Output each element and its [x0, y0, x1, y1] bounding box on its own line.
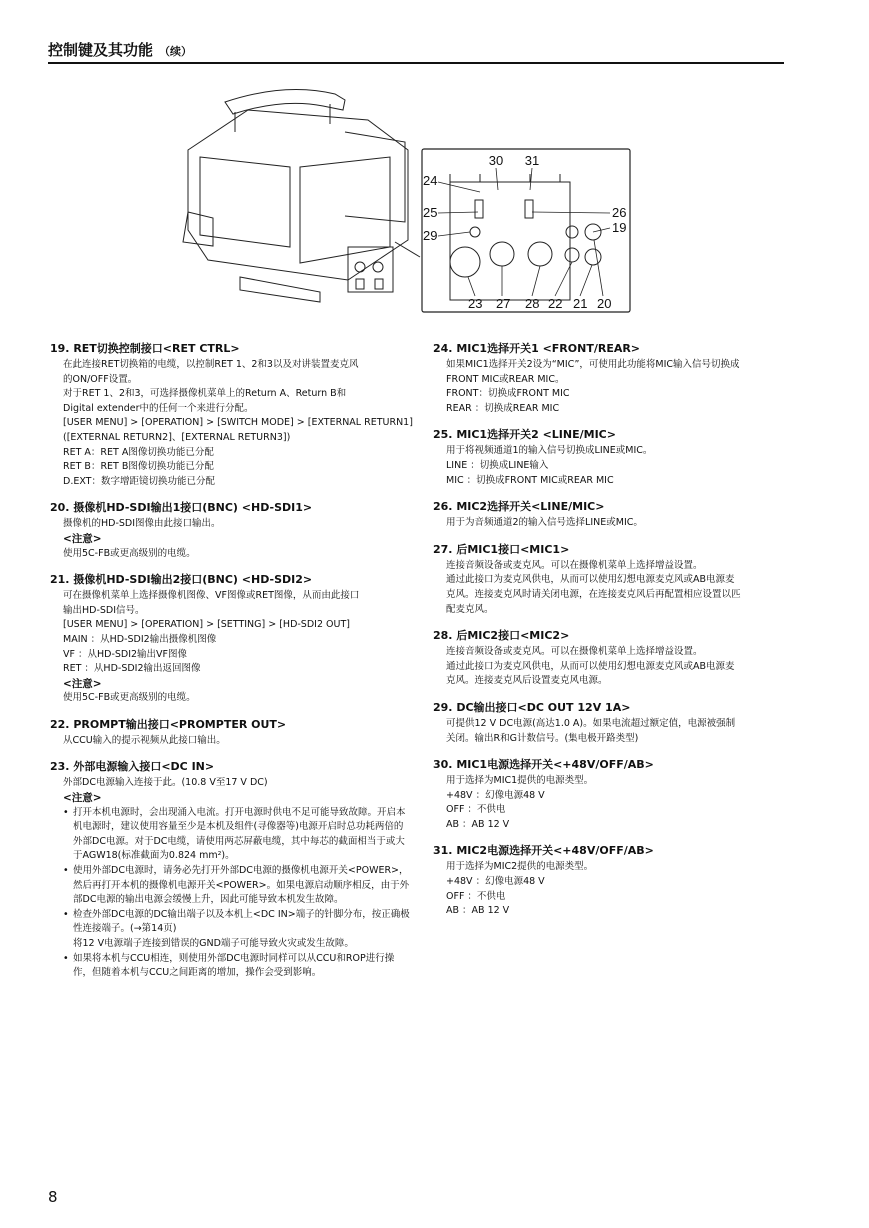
- item-heading: 20. 摄像机HD-SDI输出1接口(BNC) <HD-SDI1>: [50, 501, 313, 515]
- item-line: 如果MIC1选择开关2设为“MIC”，可使用此功能将MIC输入信号切换成: [446, 359, 740, 370]
- item-line: 可提供12 V DC电源(高达1.0 A)。如果电流超过额定值，电源被强制: [446, 717, 736, 729]
- item-line: 外部DC电源输入连接于此。(10.8 V至17 V DC): [63, 777, 268, 789]
- camera-illustration: [180, 72, 640, 320]
- item-heading: 31. MIC2电源选择开关<+48V/OFF/AB>: [433, 844, 654, 858]
- item-line: 用于将视频通道1的输入信号切换成LINE或MIC。: [446, 445, 653, 457]
- item-heading: 24. MIC1选择开关1 <FRONT/REAR>: [433, 342, 641, 355]
- item-line: 连接音频设备或麦克风。可以在摄像机菜单上选择增益设置。: [446, 559, 703, 571]
- item-line: AB ：AB 12 V: [446, 818, 510, 830]
- item-19: [50, 341, 413, 489]
- item-23: [50, 759, 410, 980]
- item-heading: 22. PROMPT输出接口<PROMPTER OUT>: [50, 717, 287, 731]
- item-30: [433, 757, 789, 832]
- item-line: OFF ：不供电: [446, 804, 506, 816]
- left-column: [50, 341, 413, 992]
- item-line: +48V ：幻像电源48 V: [446, 789, 545, 801]
- item-line: MAIN ：从HD-SDI2输出摄像机图像: [63, 633, 217, 645]
- item-line: 在此连接RET切换箱的电缆，以控制RET 1、2和3以及对讲装置麦克风: [63, 359, 359, 370]
- note-bullet: • 打开本机电源时，会出现涌入电流。打开电源时供电不足可能导致故障。开启本机电源时，建议使用容量至少是本机及组件(寻像器等)电源开启时总功耗两倍的外部DC电源。对于DC电缆，请使用两芯屏蔽电缆，其中每芯的截面相当于或大于AGW18(标准截面为0.824 mm²)。: [63, 806, 410, 864]
- note-heading: <注意>: [63, 532, 102, 545]
- callout-28: 28: [525, 296, 540, 311]
- item-line: 克风。连接麦克风时请关闭电源，在连接麦克风后再配置相应设置以匹: [446, 588, 741, 600]
- item-line: [USER MENU] > [OPERATION] > [SETTING] > [HD-SDI2 OUT]: [63, 619, 350, 631]
- item-line: OFF ：不供电: [446, 890, 506, 902]
- item-line: AB ：AB 12 V: [446, 905, 510, 917]
- item-heading: 19. RET切换控制接口<RET CTRL>: [50, 342, 240, 355]
- item-line: FRONT：切换成FRONT MIC: [446, 388, 570, 400]
- item-26: [433, 499, 789, 531]
- item-27: [433, 542, 789, 617]
- page-title: [48, 39, 192, 60]
- item-heading: 27. 后MIC1接口<MIC1>: [433, 542, 570, 556]
- item-line: 用于选择为MIC1提供的电源类型。: [446, 775, 594, 787]
- item-line: 连接音频设备或麦克风。可以在摄像机菜单上选择增益设置。: [446, 646, 703, 658]
- item-heading: 25. MIC1选择开关2 <LINE/MIC>: [433, 428, 616, 442]
- item-line: 可在摄像机菜单上选择摄像机图像、VF图像或RET图像，从而由此接口: [63, 590, 360, 602]
- page-title-subtitle: （续）: [159, 45, 193, 58]
- note-bullet: • 如果将本机与CCU相连，则使用外部DC电源时同样可以从CCU和ROP进行操作，但随着本机与CCU之间距离的增加，操作会受到影响。: [63, 952, 410, 981]
- item-line: 通过此接口为麦克风供电，从而可以使用幻想电源麦克风或AB电源麦: [446, 574, 735, 586]
- callout-20: 20: [597, 296, 612, 311]
- item-line: VF ：从HD-SDI2输出VF图像: [63, 648, 188, 660]
- item-heading: 28. 后MIC2接口<MIC2>: [433, 629, 570, 643]
- item-heading: 26. MIC2选择开关<LINE/MIC>: [433, 500, 605, 514]
- item-line: RET B：RET B图像切换功能已分配: [63, 461, 214, 473]
- callout-30: 30: [488, 153, 504, 168]
- item-line: Digital extender中的任何一个来进行分配。: [63, 402, 254, 414]
- item-heading: 23. 外部电源输入接口<DC IN>: [50, 760, 215, 774]
- callout-21: 21: [573, 296, 588, 311]
- item-line: MIC ：切换成FRONT MIC或REAR MIC: [446, 474, 614, 486]
- item-28: [433, 628, 789, 689]
- item-line: 配麦克风。: [446, 603, 494, 615]
- page-header: [48, 36, 784, 64]
- note-heading: <注意>: [63, 677, 102, 690]
- note-line: 使用5C-FB或更高级别的电缆。: [63, 547, 196, 559]
- item-line: 用于选择为MIC2提供的电源类型。: [446, 861, 594, 873]
- item-line: [USER MENU] > [OPERATION] > [SWITCH MODE] > [EXTERNAL RETURN1]: [63, 417, 413, 429]
- callout-27: 27: [496, 296, 511, 311]
- callout-31: 31: [524, 153, 540, 168]
- callout-23: 23: [468, 296, 483, 311]
- callout-29: 29: [423, 228, 438, 243]
- item-31: [433, 843, 789, 918]
- item-line: 输出HD-SDI信号。: [63, 604, 145, 616]
- item-line: 通过此接口为麦克风供电，从而可以使用幻想电源麦克风或AB电源麦: [446, 660, 735, 672]
- item-line: RET A：RET A图像切换功能已分配: [63, 446, 214, 458]
- callout-19: 19: [612, 220, 627, 235]
- item-20: [50, 500, 410, 561]
- item-22: [50, 717, 410, 749]
- item-line: +48V ：幻像电源48 V: [446, 876, 545, 888]
- item-line: D.EXT：数字增距镜切换功能已分配: [63, 475, 215, 487]
- note-bullet: • 检查外部DC电源的DC输出端子以及本机上<DC IN>端子的针脚分布，按正确极性连接端子。(→第14页) 将12 V电源端子连接到错误的GND端子可能导致火灾或发生故障。: [63, 908, 410, 952]
- callout-22: 22: [548, 296, 563, 311]
- item-line: 的ON/OFF设置。: [63, 373, 138, 385]
- item-line: 从CCU输入的提示视频从此接口输出。: [63, 734, 226, 746]
- page-number: 8: [48, 1188, 58, 1206]
- item-21: [50, 572, 410, 706]
- item-line: FRONT MIC或REAR MIC。: [446, 373, 565, 385]
- note-heading: <注意>: [63, 792, 102, 805]
- item-25: [433, 427, 789, 488]
- item-heading: 29. DC输出接口<DC OUT 12V 1A>: [433, 700, 631, 714]
- callout-24: 24: [423, 173, 438, 188]
- item-24: [433, 341, 789, 416]
- note-bullet: • 使用外部DC电源时，请务必先打开外部DC电源的摄像机电源开关<POWER>，然后再打开本机的摄像机电源开关<POWER>。如果电源启动顺序相反，由于外部DC电源的输出电源会缓慢上升，因此可能导致本机发生故障。: [63, 864, 410, 908]
- item-29: [433, 700, 789, 746]
- item-line: REAR ：切换成REAR MIC: [446, 402, 560, 414]
- item-line: 关闭。输出R和G计数信号。(集电极开路类型): [446, 732, 639, 744]
- item-line: 用于为音频通道2的输入信号选择LINE或MIC。: [446, 517, 643, 529]
- camera-rear-panel-figure: [180, 72, 640, 320]
- callout-26: 26: [612, 205, 627, 220]
- item-heading: 30. MIC1电源选择开关<+48V/OFF/AB>: [433, 758, 654, 772]
- item-line: RET ：从HD-SDI2输出返回图像: [63, 663, 201, 675]
- item-line: 摄像机的HD-SDI图像由此接口输出。: [63, 518, 221, 530]
- note-line: 使用5C-FB或更高级别的电缆。: [63, 692, 196, 704]
- item-line: ([EXTERNAL RETURN2]、[EXTERNAL RETURN3]): [63, 431, 291, 443]
- callout-25: 25: [423, 205, 438, 220]
- item-line: 对于RET 1、2和3，可选择摄像机菜单上的Return A、Return B和: [63, 388, 347, 400]
- item-line: 克风。连接麦克风后设置麦克风电源。: [446, 675, 608, 687]
- item-line: LINE ：切换成LINE输入: [446, 459, 549, 471]
- item-heading: 21. 摄像机HD-SDI输出2接口(BNC) <HD-SDI2>: [50, 573, 313, 587]
- right-column: [433, 341, 789, 930]
- page-title-text: 控制键及其功能: [48, 41, 154, 59]
